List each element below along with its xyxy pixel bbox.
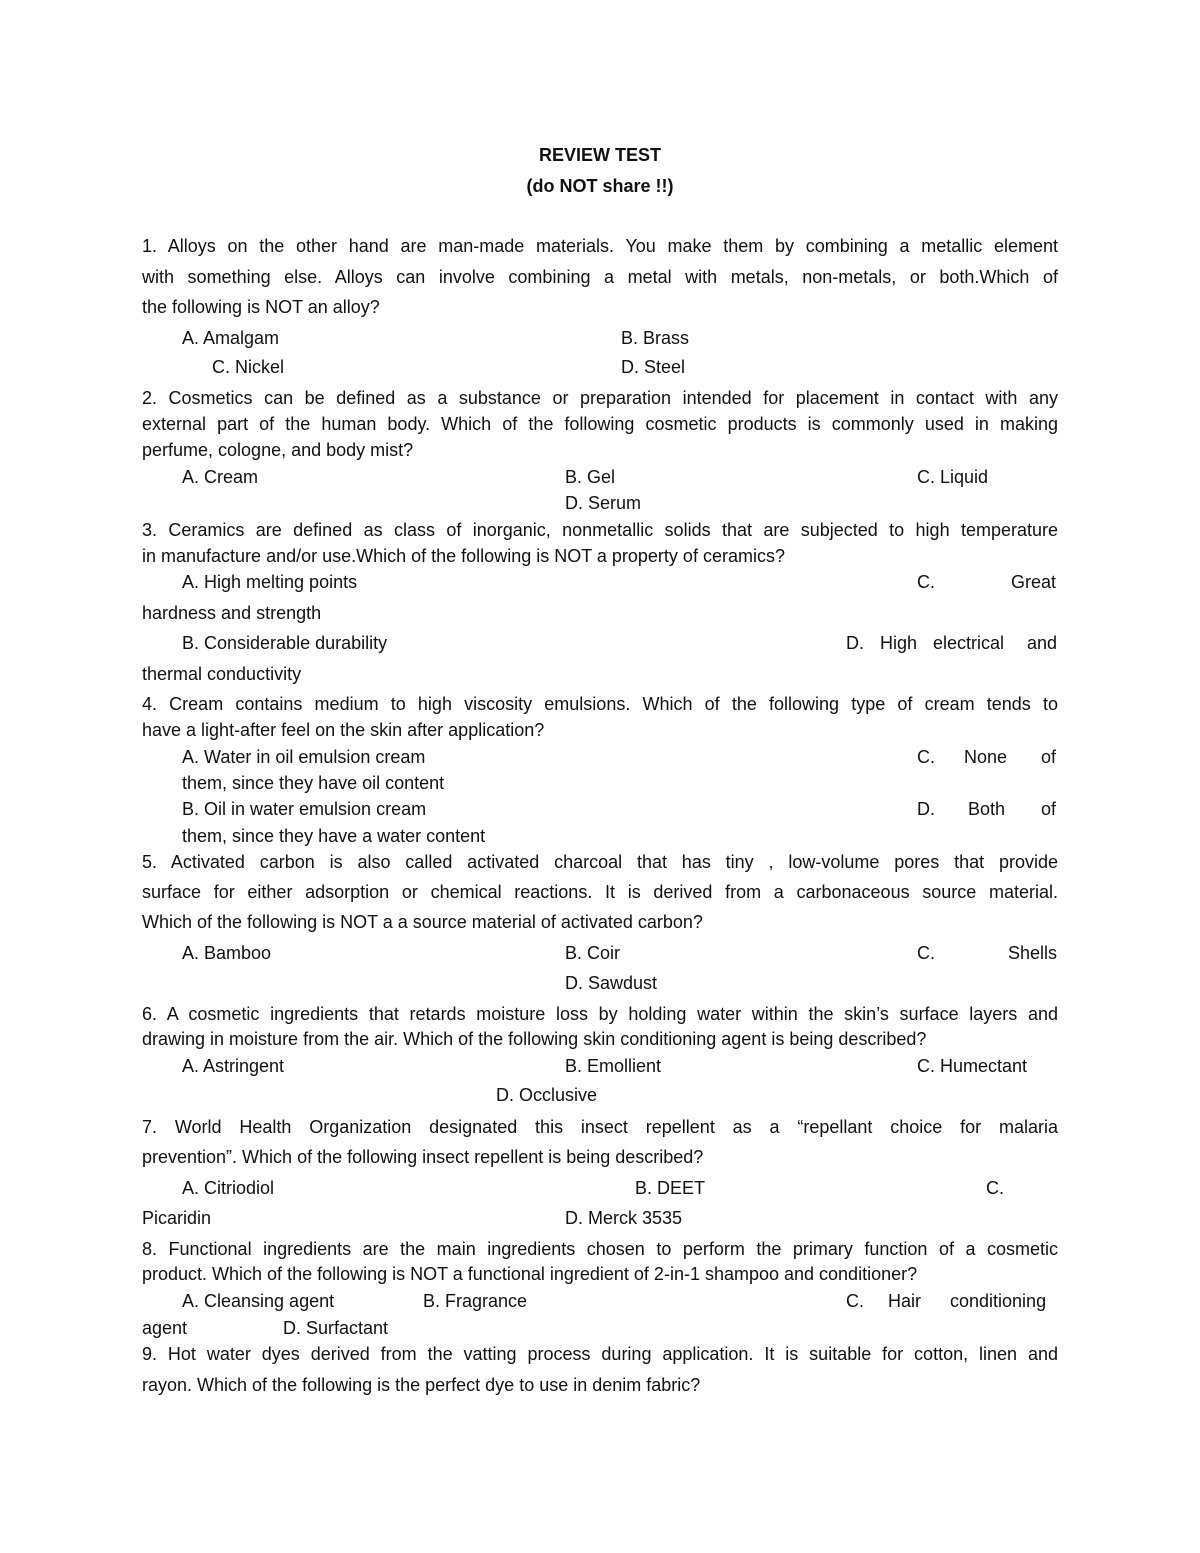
question-6-line-1: 6. A cosmetic ingredients that retards moisture loss by holding water within the skin’s surface layers and — [142, 1004, 1058, 1024]
question-6-line-2: drawing in moisture from the air. Which of the following skin conditioning agent is being described? — [142, 1029, 927, 1049]
question-1-option-d: D. Steel — [621, 357, 686, 377]
question-2-option-d: D. Serum — [565, 493, 642, 513]
question-2-line-2: external part of the human body. Which of the following cosmetic products is commonly used in making — [142, 414, 1058, 434]
question-8-option-b: B. Fragrance — [423, 1291, 528, 1311]
question-8-option-c-word-2: conditioning — [950, 1291, 1047, 1311]
question-7-option-c-letter: C. — [986, 1178, 1004, 1198]
question-4-option-d-rest: them, since they have a water content — [182, 826, 486, 846]
question-1-option-b: B. Brass — [621, 328, 690, 348]
question-3-option-d-word-3: and — [1027, 633, 1058, 653]
question-2-option-c: C. Liquid — [917, 467, 989, 487]
question-5-line-1: 5. Activated carbon is also called activated charcoal that has tiny , low-volume pores that provide — [142, 852, 1058, 872]
question-1-line-2: with something else. Alloys can involve combining a metal with metals, non-metals, or both.Which of — [142, 267, 1058, 287]
question-3-option-d-word-1: High — [880, 633, 918, 653]
question-5-option-b: B. Coir — [565, 943, 621, 963]
question-2-option-a: A. Cream — [182, 467, 259, 487]
question-3-line-2: in manufacture and/or use.Which of the following is NOT a property of ceramics? — [142, 546, 785, 566]
question-4-option-c-word-1: None — [964, 747, 1008, 767]
question-8-line-1: 8. Functional ingredients are the main ingredients chosen to perform the primary function of a cosmetic — [142, 1239, 1058, 1259]
question-8-option-c-letter: C. — [846, 1291, 864, 1311]
question-8-option-a: A. Cleansing agent — [182, 1291, 335, 1311]
question-8-option-c-rest: agent — [142, 1318, 188, 1338]
question-4-option-a: A. Water in oil emulsion cream — [182, 747, 426, 767]
question-1-line-3: the following is NOT an alloy? — [142, 297, 380, 317]
question-7-option-a: A. Citriodiol — [182, 1178, 275, 1198]
question-7-option-c-word: Picaridin — [142, 1208, 212, 1228]
question-5-option-c-letter: C. — [917, 943, 935, 963]
question-4-option-c-rest: them, since they have oil content — [182, 773, 445, 793]
question-4-option-d-letter: D. — [917, 799, 935, 819]
question-8-option-c-word-1: Hair — [888, 1291, 922, 1311]
question-1-option-c: C. Nickel — [212, 357, 285, 377]
question-1-line-1: 1. Alloys on the other hand are man-made materials. You make them by combining a metallic element — [142, 236, 1058, 256]
question-3-option-d-letter: D. — [846, 633, 864, 653]
question-5-option-d: D. Sawdust — [565, 973, 658, 993]
document-subtitle: (do NOT share !!) — [526, 176, 674, 196]
question-4-line-1: 4. Cream contains medium to high viscosity emulsions. Which of the following type of cream tends to — [142, 694, 1058, 714]
question-3-option-d-rest: thermal conductivity — [142, 664, 302, 684]
question-6-option-d: D. Occlusive — [496, 1085, 598, 1105]
question-5-option-c-word: Shells — [1008, 943, 1058, 963]
question-4-option-c-letter: C. — [917, 747, 935, 767]
question-7-line-2: prevention”. Which of the following insect repellent is being described? — [142, 1147, 704, 1167]
question-4-option-b: B. Oil in water emulsion cream — [182, 799, 427, 819]
question-3-option-c-letter: C. — [917, 572, 935, 592]
question-3-option-d-word-2: electrical — [933, 633, 1005, 653]
question-2-line-3: perfume, cologne, and body mist? — [142, 440, 414, 460]
question-5-line-3: Which of the following is NOT a a source material of activated carbon? — [142, 912, 703, 932]
question-3-option-b: B. Considerable durability — [182, 633, 388, 653]
question-7-option-b: B. DEET — [635, 1178, 706, 1198]
question-3-line-1: 3. Ceramics are defined as class of inorganic, nonmetallic solids that are subjected to high temperature — [142, 520, 1058, 540]
question-9-line-2: rayon. Which of the following is the perfect dye to use in denim fabric? — [142, 1375, 701, 1395]
question-2-line-1: 2. Cosmetics can be defined as a substance or preparation intended for placement in contact with any — [142, 388, 1058, 408]
question-3-option-c-rest: hardness and strength — [142, 603, 322, 623]
question-7-line-1: 7. World Health Organization designated this insect repellent as a “repellant choice for malaria — [142, 1117, 1058, 1137]
document-title: REVIEW TEST — [538, 145, 661, 165]
question-5-option-a: A. Bamboo — [182, 943, 272, 963]
question-2-option-b: B. Gel — [565, 467, 616, 487]
question-6-option-c: C. Humectant — [917, 1056, 1028, 1076]
question-4-option-d-word-2: of — [1041, 799, 1057, 819]
question-4-option-d-word-1: Both — [968, 799, 1006, 819]
question-4-option-c-word-2: of — [1041, 747, 1057, 767]
question-4-line-2: have a light-after feel on the skin after application? — [142, 720, 545, 740]
question-6-option-a: A. Astringent — [182, 1056, 285, 1076]
question-8-line-2: product. Which of the following is NOT a functional ingredient of 2-in-1 shampoo and conditioner? — [142, 1264, 918, 1284]
question-5-line-2: surface for either adsorption or chemical reactions. It is derived from a carbonaceous source material. — [142, 882, 1058, 902]
question-9-line-1: 9. Hot water dyes derived from the vatting process during application. It is suitable for cotton, linen and — [142, 1344, 1058, 1364]
question-1-option-a: A. Amalgam — [182, 328, 280, 348]
question-8-option-d: D. Surfactant — [283, 1318, 389, 1338]
question-3-option-a: A. High melting points — [182, 572, 358, 592]
question-6-option-b: B. Emollient — [565, 1056, 662, 1076]
question-7-option-d: D. Merck 3535 — [565, 1208, 683, 1228]
question-3-option-c-word: Great — [1011, 572, 1057, 592]
